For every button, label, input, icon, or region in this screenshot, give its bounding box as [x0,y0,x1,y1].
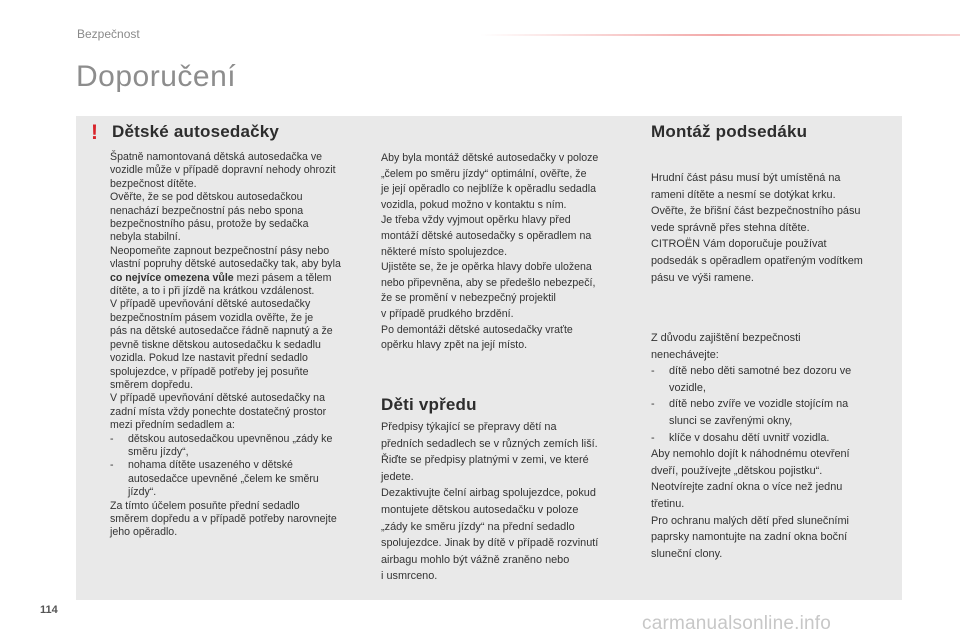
text-line: dítě nebo zvíře ve vozidle stojícím na [669,398,849,411]
text-line: že se promění v nebezpečný projektil [381,292,556,305]
text-line: V případě upevňování dětské autosedačky [110,298,311,311]
text-line: spolujezdce, v případě potřeby jej posuňte [110,365,309,378]
text-line: Neopomeňte zapnout bezpečnostní pásy nebo [110,244,330,257]
text-line: některé místo spolujezdce. [381,245,508,258]
text-line: předních sedadlech se v různých zemích liší. [381,437,598,450]
list-item [651,396,896,429]
text-line: v případě prudkého brzdění. [381,307,514,320]
text-line: vozidle, [669,381,706,394]
list-dash: - [110,459,114,472]
text-line: V případě upevňování dětské autosedačky na [110,392,325,405]
text-line: vede správně přes stehna dítěte. [651,221,810,234]
text-line: vozidla, pokud možno v kontaktu s ním. [381,198,567,211]
text-line: Aby nemohlo dojít k náhodnému otevření [651,448,850,461]
text-line: dítěte, a to i při jízdě na krátkou vzdálenost. [110,285,315,298]
text-line: směrem dopředu a v případě potřeby narovnejte [110,512,337,525]
page-number: 114 [40,604,58,616]
text-line: „zády ke směru jízdy“ na přední sedadlo [381,520,575,533]
text-line: slunci se zavřenými okny, [669,414,793,427]
text-line: Pro ochranu malých dětí před slunečními [651,514,849,527]
text-line: bezpečnostního pásu, protože by sedačka [110,218,309,231]
text-line: Ověřte, že se pod dětskou autosedačkou [110,191,303,204]
text-line: jízdy“. [128,486,157,499]
text-line: Neotvírejte zadní okna o více než jednu [651,481,843,494]
text-line: Ujistěte se, že je opěrka hlavy dobře uložena [381,261,592,274]
text-line: Za tímto účelem posuňte přední sedadlo [110,499,300,512]
text-line: jeho opěradlo. [110,526,178,539]
child-seats-col1 [110,151,372,540]
text-line: autosedačce upevněné „čelem ke směru [128,472,319,485]
list-item [651,363,896,396]
list-dash: - [651,365,655,378]
text-line: pás na dětské autosedačce řádně napnutý a že [110,325,333,338]
text-line: směrem dopředu. [110,378,194,391]
children-front-heading: Děti vpředu [381,395,477,414]
text-line: Hrudní část pásu musí být umístěná na [651,172,841,184]
watermark: carmanualsonline.info [642,613,832,634]
emphasis-text: co nejvíce omezena vůle [110,271,234,284]
text-line: sluneční clony. [651,547,723,560]
text-line: zadní místa vždy ponechte dostatečný prostor [110,405,327,418]
text-line: Špatně namontovaná dětská autosedačka ve [110,151,323,163]
text-line: paprsky namontujte na zadní okna boční [651,531,848,544]
text-line: pevně tiskne dětskou autosedačku k sedadlu [110,338,321,351]
text-line: směru jízdy“, [128,445,189,458]
text-line: dětskou autosedačkou upevněnou „zády ke [128,432,333,445]
text-line: opěrku hlavy zpět na její místo. [381,339,528,352]
child-seats-heading: Dětské autosedačky [112,122,280,141]
text-line: Dezaktivujte čelní airbag spolujezdce, pokud [381,487,596,500]
text-line: Řiďte se předpisy platnými v zemi, ve které [381,454,589,467]
text-line: montujete dětskou autosedačku v poloze [381,503,579,516]
text-line: Je třeba vždy vyjmout opěrku hlavy před [381,214,571,227]
text-line: podsedák s opěradlem opatřeným vodítkem [651,254,863,267]
list-item [110,433,372,460]
text-line: Po demontáži dětské autosedačky vraťte [381,323,573,336]
text-line: bezpečnostním pásem vozidla ověřte, že je [110,311,314,324]
list-dash: - [651,398,655,411]
page-title: Doporučení [76,60,237,93]
text-line: airbagu mohlo být vážně zraněno nebo [381,553,570,566]
text-line: nebyla stabilní. [110,231,181,244]
text-line: Předpisy týkající se přepravy dětí na [381,421,557,433]
text-line: je její opěradlo co nejblíže k opěradlu sedadla [381,183,596,196]
child-seats-col1-text-c [110,500,372,540]
text-line: bezpečnost dítěte. [110,177,197,190]
text-line: spolujezdce. Jinak by dítě v případě rozvinutí [381,537,599,550]
text-line: nebo připevněna, aby se předešlo nebezpečí, [381,276,596,289]
text-line: klíče v dosahu dětí uvnitř vozidla. [669,431,830,444]
text-line: montáží dětské autosedačky s opěradlem na [381,229,592,242]
safety-note-text [651,330,896,562]
text-line [110,272,372,285]
booster-heading: Montáž podsedáku [651,122,808,141]
child-seats-col1-text-a [110,151,372,433]
list-dash: - [110,432,114,445]
header-rule [480,34,960,36]
chapter-label: Bezpečnost [77,27,140,41]
text-line: Aby byla montáž dětské autosedačky v poloze [381,152,599,164]
text-line: mezi předním sedadlem a: [110,419,235,432]
booster-text [651,170,896,286]
text-line: i usmrceno. [381,570,438,583]
text-line: vozidle může v případě dopravní nehody ohrozit [110,164,336,177]
list-dash: - [651,431,655,444]
child-seats-col2 [381,151,643,354]
text-line: nohama dítěte usazeného v dětské [128,459,293,472]
text-line: vlastní popruhy dětské autosedačky tak, aby byla [110,258,341,271]
text-line: Z důvodu zajištění bezpečnosti [651,332,801,344]
list-item [110,459,372,499]
list-item [651,430,896,447]
text-line: dítě nebo děti samotné bez dozoru ve [669,365,852,378]
text-line: vozidla. Pokud lze nastavit přední sedadlo [110,352,308,365]
text-line: Ověřte, že břišní část bezpečnostního pásu [651,205,861,218]
text-line: „čelem po směru jízdy“ optimální, ověřte, že [381,167,587,180]
warning-icon: ! [91,121,98,144]
text-line: jedete. [381,470,414,483]
text-line: nenachází bezpečnostní pás nebo spona [110,204,304,217]
children-front-text [381,419,643,585]
text-line: dveří, používejte „dětskou pojistku“. [651,464,823,477]
text-line-rest: mezi pásem a tělem [233,271,332,284]
text-line: pásu ve výši ramene. [651,271,754,284]
text-line: rameni dítěte a nesmí se dotýkat krku. [651,188,836,201]
text-line: CITROËN Vám doporučuje používat [651,238,827,251]
text-line: třetinu. [651,497,685,510]
text-line: nenechávejte: [651,348,719,361]
